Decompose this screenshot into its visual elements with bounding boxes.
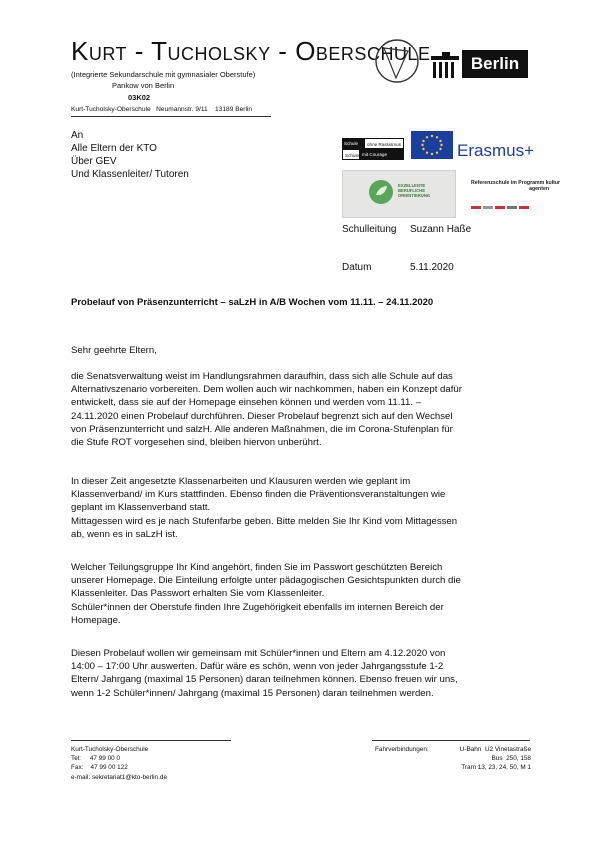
sor-word: mit Courage bbox=[360, 149, 404, 160]
datum-label: Datum bbox=[342, 262, 372, 273]
berlin-logo-text: Berlin bbox=[462, 50, 528, 78]
bo-line: BERUFLICHE bbox=[398, 188, 425, 194]
paragraph-line: geplant im Klassenverband statt. bbox=[71, 502, 211, 514]
kultur-agenten-logo bbox=[471, 180, 561, 220]
berufs-orientierung-logo bbox=[342, 170, 456, 218]
paragraph-line: 24.11.2020 einen Probelauf durchführen. Dieser Probelauf begrenzt sich auf den Wechsel bbox=[71, 410, 453, 422]
school-name-k: K bbox=[71, 36, 89, 66]
partner-logos-strip bbox=[471, 206, 549, 209]
footer-line: U-Bahn U2 Vinetastraße bbox=[459, 746, 531, 753]
paragraph-1 bbox=[71, 370, 531, 449]
footer-line: Kurt-Tucholsky-Oberschule bbox=[71, 746, 149, 753]
school-circle-logo bbox=[374, 38, 420, 84]
footer-rule-right bbox=[372, 740, 530, 741]
letter-subject: Probelauf von Präsenzunterricht – saLzH in A/B Wochen vom 11.11. – 24.11.2020 bbox=[71, 297, 434, 308]
footer-line: Bus 250, 158 bbox=[491, 755, 531, 763]
footer-line: e-mail: sekretariat1@kto-berlin.de bbox=[71, 773, 167, 781]
paragraph-line: In dieser Zeit angesetzte Klassenarbeiten und Klausuren werden wie geplant im bbox=[71, 476, 411, 487]
salutation: Sehr geehrte Eltern, bbox=[71, 345, 157, 356]
paragraph-4 bbox=[71, 647, 531, 700]
paragraph-line: unserer Homepage. Die Einteilung erfolgte unter pädagogischen Gesichtspunkten durch die bbox=[71, 575, 461, 587]
datum-value: 5.11.2020 bbox=[410, 262, 454, 273]
paragraph-line: Mittagessen wird es je nach Stufenfarbe geben. Bitte melden Sie Ihr Kind vom Mittagessen bbox=[71, 515, 458, 527]
recipient-line: An bbox=[71, 130, 84, 141]
paragraph-2 bbox=[71, 475, 531, 541]
sor-word: Schule bbox=[342, 138, 364, 149]
paragraph-line: Welcher Teilungsgruppe Ihr Kind angehört, finden Sie im Passwort geschützten Bereich bbox=[71, 562, 443, 573]
footer-line: Tram 13, 23, 24, 50, M 1 bbox=[461, 764, 531, 772]
school-name-o: O bbox=[295, 36, 316, 66]
paragraph-line: Klassenverband/ im Kurs stattfinden. Ebenso finden die Präventionsveranstaltungen wie bbox=[71, 489, 446, 501]
paragraph-line: Alternativszenario vorbereiten. Dem wollen auch wir nachkommen, haben ein Konzept dafür bbox=[71, 384, 462, 396]
footer-line: Fax: 47 99 00 122 bbox=[71, 764, 128, 772]
school-district: Pankow von Berlin bbox=[112, 81, 175, 90]
paragraph-line: Klassenleiter. Das Passwort erhalten Sie vom Klassenleiter. bbox=[71, 588, 325, 600]
paragraph-line: die Stufe ROT vorgesehen sind, bleiben hiervon unberührt. bbox=[71, 437, 322, 449]
paragraph-line: Diesen Probelauf wollen wir gemeinsam mit Schüler*innen und Eltern am 4.12.2020 von bbox=[71, 648, 446, 659]
sor-word: Schule bbox=[342, 149, 360, 160]
eu-flag-icon bbox=[411, 131, 453, 159]
school-address: Kurt-Tucholsky-Oberschule Neumannstr. 9/11 13189 Berlin bbox=[71, 106, 253, 113]
kultur-agenten-line: agenten bbox=[529, 186, 549, 192]
paragraph-line: entwickelt, dass sie auf der Homepage einsehen können und werden vom 11.11. – bbox=[71, 397, 422, 409]
school-name-t: T bbox=[151, 36, 168, 66]
school-name-ucholsky: UCHOLSKY bbox=[167, 44, 271, 64]
recipient-line: Über GEV bbox=[71, 156, 117, 167]
sor-word: ohne Rassismus bbox=[364, 138, 404, 149]
leitung-value: Suzann Haße bbox=[410, 224, 472, 235]
school-code: 03K02 bbox=[128, 93, 151, 102]
school-name-berschule: BERSCHULE bbox=[315, 44, 431, 64]
erasmus-text: Erasmus+ bbox=[457, 141, 534, 160]
school-name-urt: URT bbox=[88, 44, 128, 64]
school-subtitle: (Integrierte Sekundarschule mit gymnasialer Oberstufe) bbox=[71, 70, 256, 79]
paragraph-line: die Senatsverwaltung weist im Handlungsrahmen daraufhin, dass sich alle Schule auf das bbox=[71, 371, 453, 382]
leaf-badge-icon bbox=[368, 179, 394, 205]
bo-line: EXZELLENTE bbox=[398, 183, 426, 188]
footer-transport-label: Fahrverbindungen: bbox=[375, 746, 429, 753]
kultur-agenten-line: Referenzschule im Programm kultur bbox=[471, 180, 561, 186]
recipient-line: Alle Eltern der KTO bbox=[71, 143, 157, 154]
paragraph-line: Homepage. bbox=[71, 614, 121, 626]
bo-line: ORIENTIERUNG bbox=[398, 193, 431, 199]
schule-ohne-rassismus-logo bbox=[342, 138, 404, 160]
footer-rule-left bbox=[71, 740, 231, 741]
paragraph-line: von Präsenzunterricht und salzH. Alle anderen Maßnahmen, die im Corona-Stufenplan für bbox=[71, 423, 453, 435]
recipient-line: Und Klassenleiter/ Tutoren bbox=[71, 169, 189, 180]
footer-line: Tel: 47 99 00 0 bbox=[71, 755, 121, 763]
paragraph-line: wenn 1-2 Schüler*innen/ Jahrgang (maximal 15 Personen) daran teilnehmen werden. bbox=[71, 687, 434, 699]
school-name-dash1: - bbox=[127, 36, 152, 66]
paragraph-line: ab, wenn es in saLzH ist. bbox=[71, 528, 178, 540]
paragraph-line: 14:00 – 17:00 Uhr auswerten. Dafür wäre es schön, wenn von jeder Jahrgangsstufe 1-2 bbox=[71, 661, 444, 673]
school-name-dash2: - bbox=[270, 36, 296, 66]
paragraph-3 bbox=[71, 561, 531, 627]
footer-transport bbox=[440, 745, 531, 773]
berlin-bear-icon bbox=[430, 52, 460, 80]
leitung-label: Schulleitung bbox=[342, 224, 397, 235]
header-rule bbox=[71, 116, 271, 117]
berlin-logo bbox=[430, 50, 528, 80]
footer-contact bbox=[71, 745, 167, 782]
paragraph-line: Schüler*innen der Oberstufe finden Ihre Zugehörigkeit ebenfalls im internen Bereich der bbox=[71, 601, 444, 613]
recipient-block bbox=[71, 129, 189, 181]
paragraph-line: Eltern/ Jahrgang (maximal 15 Personen) daran teilnehmen können. Ebenso freuen wir uns, bbox=[71, 674, 458, 686]
